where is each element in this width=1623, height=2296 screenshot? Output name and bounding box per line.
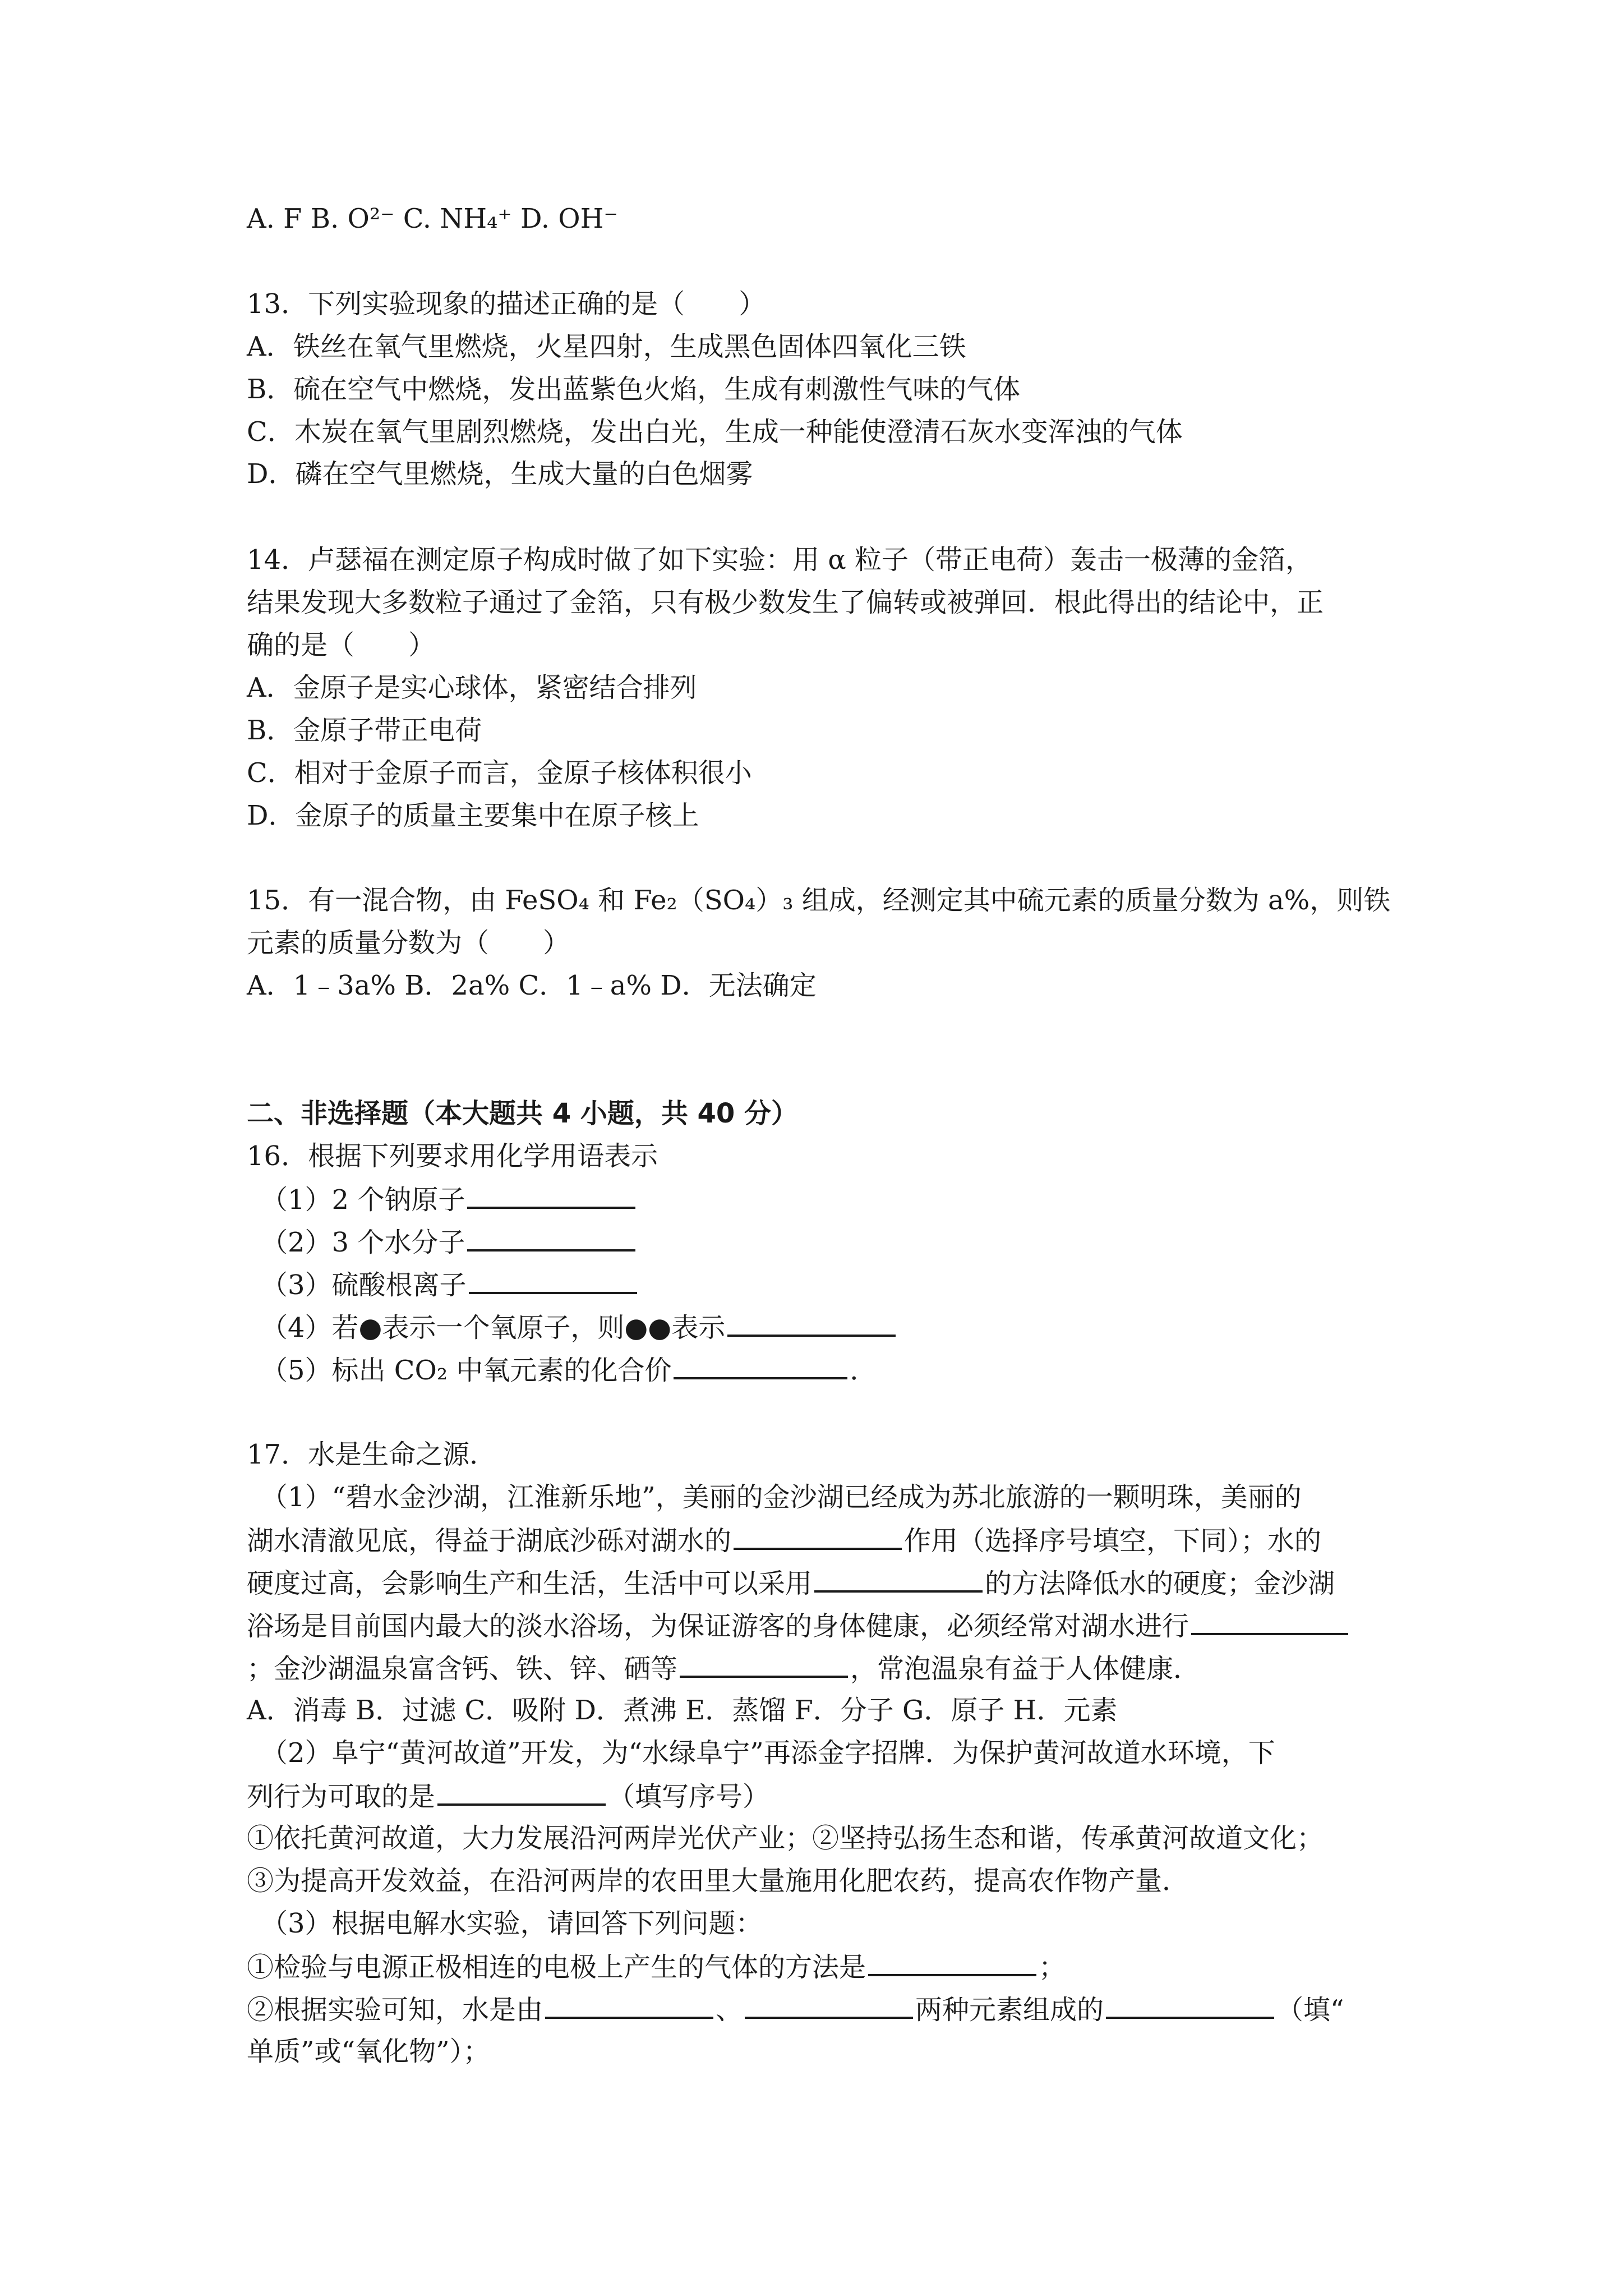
q13-option-a: A．铁丝在氧气里燃烧，火星四射，生成黑色固体四氧化三铁 [247,331,966,362]
q13-option-b: B．硫在空气中燃烧，发出蓝紫色火焰，生成有刺激性气味的气体 [247,374,1021,405]
answer-blank[interactable] [467,1182,635,1209]
answer-blank[interactable] [469,1267,637,1294]
q14-option-a: A．金原子是实心球体，紧密结合排列 [247,672,697,703]
answer-blank[interactable] [814,1566,983,1593]
q17-p1-line1: （1）“碧水金沙湖，江淮新乐地”，美丽的金沙湖已经成为苏北旅游的一颗明珠，美丽的 [261,1481,1302,1513]
answer-blank[interactable] [467,1225,635,1251]
q16-stem: 16．根据下列要求用化学用语表示 [247,1140,658,1172]
q17-stem: 17．水是生命之源． [247,1439,497,1470]
q17-p1-line3: 硬度过高，会影响生产和生活，生活中可以采用 的方法降低水的硬度；金沙湖 [247,1566,1335,1600]
answer-blank[interactable] [745,1992,913,2019]
q13-option-d: D．磷在空气里燃烧，生成大量的白色烟雾 [247,458,753,490]
q15-stem-line1: 15．有一混合物，由 FeSO₄ 和 Fe₂（SO₄）₃ 组成，经测定其中硫元素的质量分数为 a%，则铁 [247,885,1391,916]
answer-blank[interactable] [437,1779,606,1806]
answer-blank[interactable] [545,1992,713,2019]
answer-blank[interactable] [674,1352,847,1379]
q14-option-c: C．相对于金原子而言，金原子核体积很小 [247,757,752,789]
q17-p2-line1: （2）阜宁“黄河故道”开发，为“水绿阜宁”再添金字招牌．为保护黄河故道水环境，下 [261,1737,1275,1769]
q17-p3-line3: ②根据实验可知，水是由 、 两种元素组成的 （填“ [247,1992,1344,2027]
q14-option-d: D．金原子的质量主要集中在原子核上 [247,800,699,831]
answer-blank[interactable] [1191,1608,1348,1635]
q17-p2-line2: 列行为可取的是 （填写序号） [247,1779,769,1814]
q17-p1-options: A．消毒 B．过滤 C．吸附 D．煮沸 E．蒸馏 F．分子 G．原子 H．元素 [247,1695,1118,1726]
q12-options: A. F B. O²⁻ C. NH₄⁺ D. OH⁻ [247,203,618,234]
answer-blank[interactable] [727,1310,896,1337]
q14-stem-line3: 确的是（ ） [247,629,436,661]
q14-option-b: B．金原子带正电荷 [247,715,482,746]
q13-stem: 13．下列实验现象的描述正确的是（ ） [247,288,766,320]
answer-blank[interactable] [868,1949,1036,1976]
answer-blank[interactable] [680,1651,848,1678]
answer-blank[interactable] [734,1523,902,1550]
q17-p2-line3: ①依托黄河故道，大力发展沿河两岸光伏产业；②坚持弘扬生态和谐，传承黄河故道文化； [247,1823,1324,1854]
q17-p3-line2: ①检验与电源正极相连的电极上产生的气体的方法是 ； [247,1949,1066,1984]
q15-options: A．1﹣3a% B．2a% C．1﹣a% D．无法确定 [247,970,817,1001]
q16-item-4: （4）若●表示一个氧原子，则●●表示 [261,1310,898,1345]
q17-p1-line2: 湖水清澈见底，得益于湖底沙砾对湖水的 作用（选择序号填空，下同）；水的 [247,1523,1321,1558]
q17-p3-line1: （3）根据电解水实验，请回答下列问题： [261,1908,763,1939]
q16-item-5: （5）标出 CO₂ 中氧元素的化合价 ． [261,1352,877,1387]
q17-p1-line4: 浴场是目前国内最大的淡水浴场，为保证游客的身体健康，必须经常对湖水进行 [247,1608,1350,1643]
answer-blank[interactable] [1106,1992,1274,2019]
q16-item-1: （1）2 个钠原子 [261,1182,638,1217]
q14-stem-line2: 结果发现大多数粒子通过了金箔，只有极少数发生了偏转或被弹回．根此得出的结论中，正 [247,587,1324,618]
q17-p3-line4: 单质”或“氧化物”）； [247,2036,490,2067]
q16-item-3: （3）硫酸根离子 [261,1267,639,1302]
section-2-title: 二、非选择题（本大题共 4 小题，共 40 分） [247,1098,799,1129]
q15-stem-line2: 元素的质量分数为（ ） [247,927,570,959]
q17-p1-line5: ；金沙湖温泉富含钙、铁、锌、硒等 ，常泡温泉有益于人体健康． [247,1651,1200,1686]
q16-item-2: （2）3 个水分子 [261,1225,638,1259]
q17-p2-line4: ③为提高开发效益，在沿河两岸的农田里大量施用化肥农药，提高农作物产量． [247,1865,1189,1897]
q13-option-c: C．木炭在氧气里剧烈燃烧，发出白光，生成一种能使澄清石灰水变浑浊的气体 [247,416,1183,448]
q14-stem-line1: 14．卢瑟福在测定原子构成时做了如下实验：用 α 粒子（带正电荷）轰击一极薄的金箔， [247,544,1313,576]
